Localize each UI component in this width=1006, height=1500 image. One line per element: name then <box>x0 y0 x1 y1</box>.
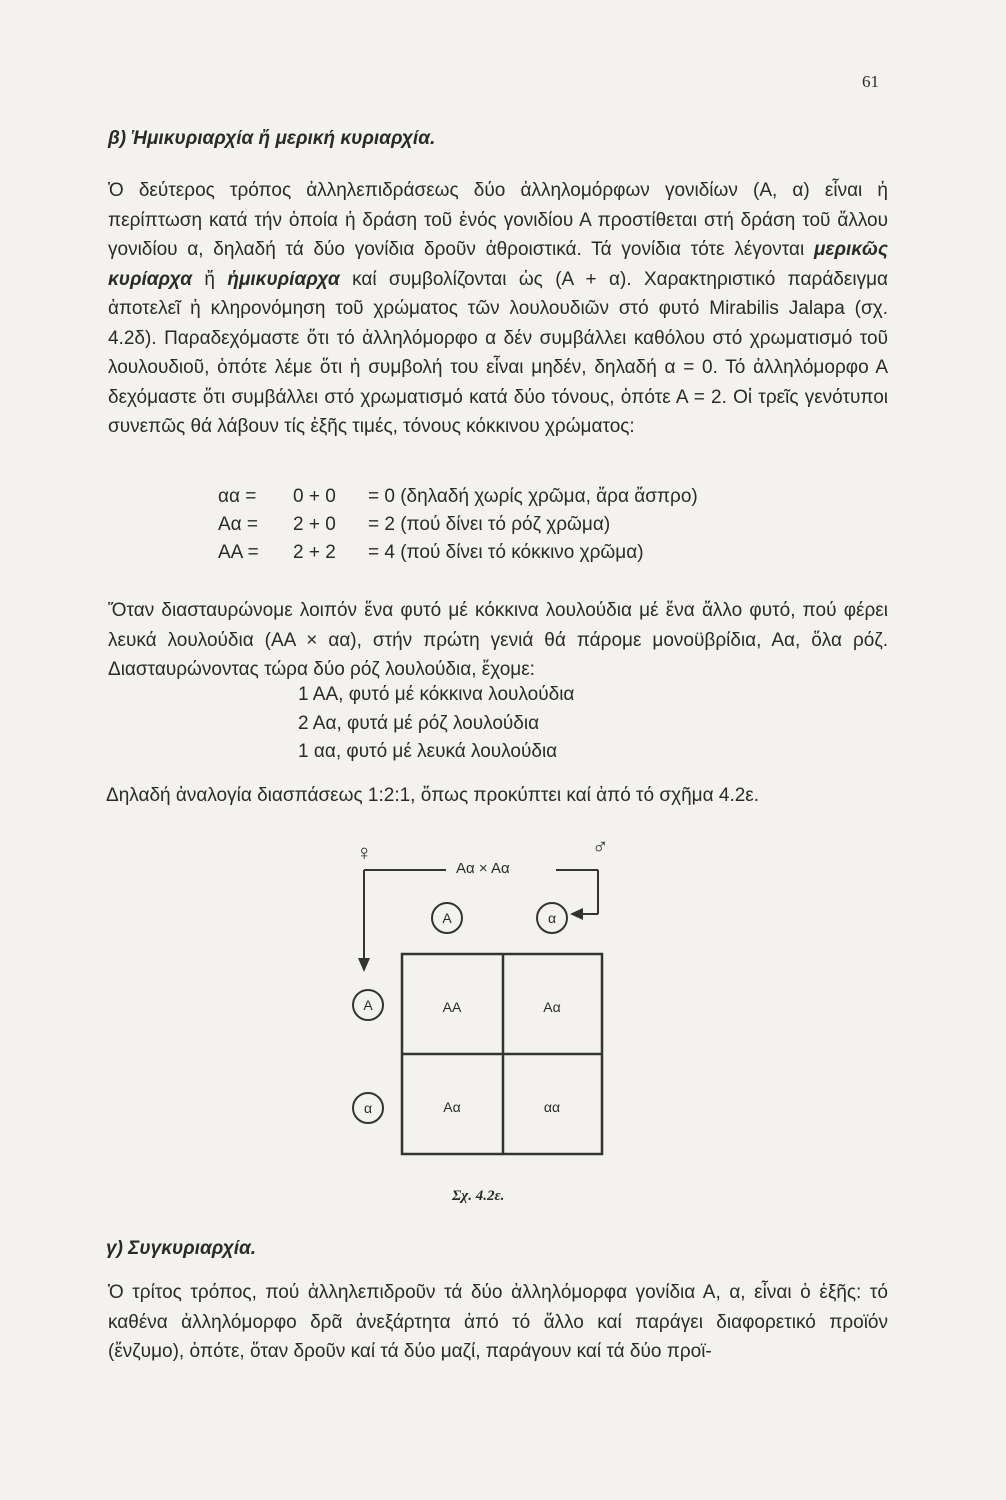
gamete-side-A: Α <box>352 989 384 1021</box>
equation-sum: 0 + 0 <box>293 486 336 507</box>
female-arrow-head <box>358 958 370 972</box>
equation-lhs: αα = <box>218 486 257 507</box>
male-symbol: ♂ <box>592 834 609 859</box>
page-number: 61 <box>862 72 879 91</box>
equation-sum: 2 + 2 <box>293 542 336 563</box>
cross-label: Αα × Αα <box>456 860 510 877</box>
gamete-top-A: Α <box>431 902 463 934</box>
section-b-heading: β) Ἡμικυριαρχία ἤ μερική κυριαρχία. <box>108 128 436 149</box>
gamete-side-a: α <box>352 1092 384 1124</box>
punnett-cell: ΑΑ <box>442 999 462 1015</box>
equation-result: = 2 (πού δίνει τό ρόζ χρῶμα) <box>368 514 611 535</box>
punnett-cell: αα <box>543 1099 561 1115</box>
list-item: 1 ΑΑ, φυτό μέ κόκκινα λουλούδια <box>298 684 575 705</box>
ratio-conclusion: Δηλαδή ἀναλογία διασπάσεως 1:2:1, ὅπως προκύπτει καί ἀπό τό σχῆμα 4.2ε. <box>106 785 760 806</box>
equation-sum: 2 + 0 <box>293 514 336 535</box>
term-partially-dominant: μερικῶς κυρίαρχα <box>108 239 888 290</box>
figure-caption: Σχ. 4.2ε. <box>452 1188 505 1204</box>
equation-result: = 4 (πού δίνει τό κόκκινο χρῶμα) <box>368 542 644 563</box>
section-b-paragraph-2: Ὅταν διασταυρώνομε λοιπόν ἕνα φυτό μέ κόκκινα λουλούδια μέ ἕνα ἄλλο φυτό, πού φέρει λευκά λουλούδια (ΑΑ × αα), στήν πρώτη γενιά θά πάρομε μονοϋβρίδια, Αα, ὅλα ρόζ. Διασταυρώνοντας τώρα δύο ρόζ λουλούδια, ἔχομε: <box>108 600 888 680</box>
list-item: 2 Αα, φυτά μέ ρόζ λουλούδια <box>298 713 540 734</box>
section-c-heading: γ) Συγκυριαρχία. <box>106 1238 257 1259</box>
gamete-top-a: α <box>536 902 568 934</box>
female-symbol: ♀ <box>356 840 373 865</box>
section-b-paragraph-1: Ὁ δεύτερος τρόπος ἀλληλεπιδράσεως δύο ἀλληλομόρφων γονιδίων (Α, α) εἶναι ἡ περίπτωση κατά τήν ὁποία ἡ δράση τοῦ ἑνός γονιδίου Α προστίθεται στή δράση τοῦ ἄλλου γονιδίου α, δηλαδή τά δύο γονίδια δροῦν ἀθροιστικά. Τά γονίδια τότε λέγονται μερικῶς κυρίαρχα ἤ ἡμικυρίαρχα καί συμβολίζονται ὡς (Α + α). Χαρακτηριστικό παράδειγμα ἀποτελεῖ ἡ κληρονόμηση τοῦ χρώματος τῶν λουλουδιῶν στό φυτό Mirabilis Jalapa (σχ. 4.2δ). Παραδεχόμαστε ὅτι τό ἀλληλόμορφο α δέν συμβάλλει καθόλου στό χρωματισμό τοῦ λουλουδιοῦ, ὁπότε λέμε ὅτι ἡ συμβολή του εἶναι μηδέν, δηλαδή α = 0. Τό ἀλληλόμορφο Α δεχόμαστε ὅτι συμβάλλει στό χρωματισμό κατά δύο τόνους, ὁπότε Α = 2. Οἱ τρεῖς γενότυποι συνεπῶς θά λάβουν τίς ἑξῆς τιμές, τόνους κόκκινου χρώματος: <box>108 180 889 437</box>
punnett-cell: Αα <box>443 1099 461 1115</box>
male-arrow-head <box>570 908 583 920</box>
equation-result: = 0 (δηλαδή χωρίς χρῶμα, ἄρα ἄσπρο) <box>368 486 698 507</box>
section-c-paragraph-1: Ὁ τρίτος τρόπος, πού ἀλληλεπιδροῦν τά δύο ἀλληλόμορφα γονίδια Α, α, εἶναι ὁ ἑξῆς: τό καθένα ἀλληλόμορφο δρᾶ ἀνεξάρτητα ἀπό τό ἄλλο καί παράγει διαφορετικό προϊόν (ἔνζυμο), ὁπότε, ὅταν δροῦν καί τά δύο μαζί, παράγουν καί τά δύο προϊ- <box>108 1282 888 1362</box>
equation-lhs: ΑΑ = <box>218 542 259 563</box>
term-semidominant: ἡμικυρίαρχα <box>227 268 340 290</box>
punnett-cell: Αα <box>543 999 561 1015</box>
list-item: 1 αα, φυτό μέ λευκά λουλούδια <box>298 741 558 762</box>
equation-lhs: Αα = <box>218 514 259 535</box>
